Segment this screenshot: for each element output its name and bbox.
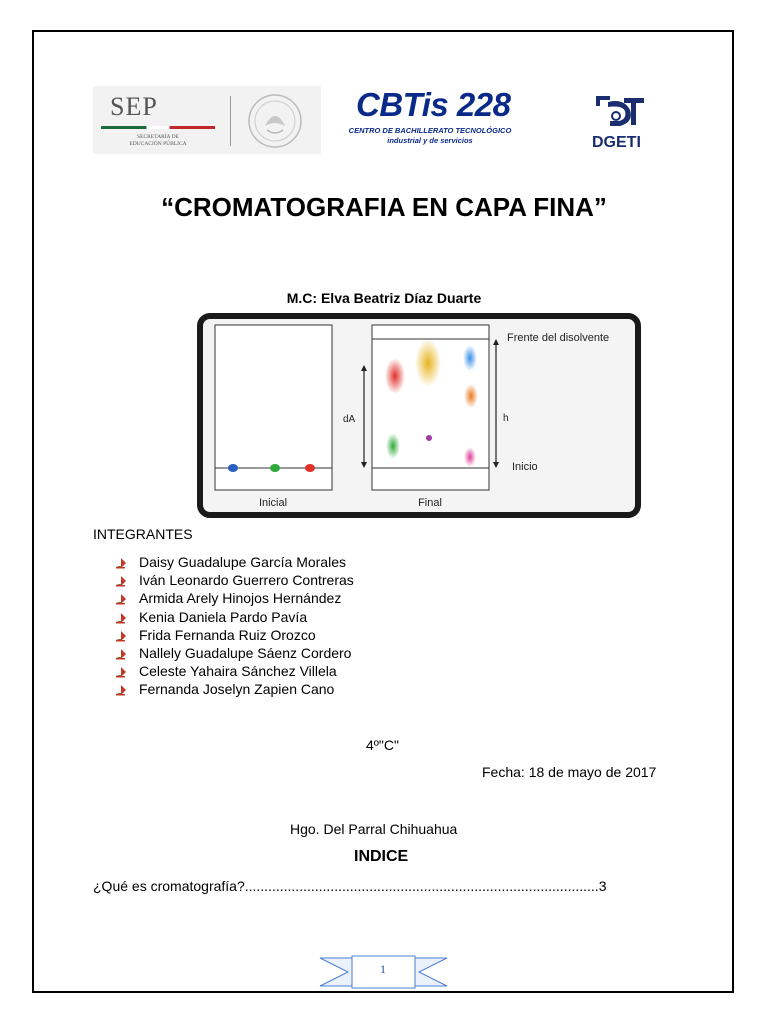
sep-flag-bar <box>101 126 215 129</box>
initial-spot-red <box>305 464 315 472</box>
member-name: Nallely Guadalupe Sáenz Cordero <box>139 645 352 662</box>
document-title: “CROMATOGRAFIA EN CAPA FINA” <box>161 192 607 222</box>
final-spot-blue <box>463 345 477 371</box>
arrow-bullet-icon <box>115 591 139 605</box>
member-item <box>115 571 354 589</box>
member-item <box>115 553 354 571</box>
label-start: Inicio <box>512 461 538 473</box>
mexico-seal-icon <box>245 92 305 150</box>
sep-logo-subtitle: SECRETARÍA DE EDUCACIÓN PÚBLICA <box>129 134 187 147</box>
toc-entry[interactable]: ¿Qué es cromatografía?...........................................................................................3 <box>93 878 607 894</box>
group-label: 4º"C" <box>366 737 399 753</box>
date: Fecha: 18 de mayo de 2017 <box>482 764 657 780</box>
final-spot-red <box>385 358 405 394</box>
sep-logo-text: SEP <box>110 92 158 121</box>
member-name: Armida Arely Hinojos Hernández <box>139 590 342 607</box>
dgeti-logo-text: DGETI <box>592 134 641 151</box>
member-item <box>115 608 354 626</box>
member-name: Fernanda Joselyn Zapien Cano <box>139 681 335 698</box>
arrow-bullet-icon <box>115 555 139 569</box>
chromatography-diagram <box>197 313 641 518</box>
arrow-bullet-icon <box>115 628 139 642</box>
arrow-bullet-icon <box>115 646 139 660</box>
final-spot-orange <box>464 384 478 408</box>
arrow-bullet-icon <box>115 573 139 587</box>
initial-spot-green <box>270 464 280 472</box>
arrow-bullet-icon <box>115 610 139 624</box>
member-item <box>115 626 354 644</box>
cbtis-logo: CBTis 228 <box>356 86 511 123</box>
sep-divider <box>230 96 231 146</box>
teacher-name: M.C: Elva Beatriz Díaz Duarte <box>286 290 482 306</box>
page-number: 1 <box>380 962 386 976</box>
member-item <box>115 680 354 698</box>
member-name: Celeste Yahaira Sánchez Villela <box>139 663 337 680</box>
label-da: dA <box>343 414 356 425</box>
final-spot-purple <box>426 435 432 441</box>
label-solvent-front: Frente del disolvente <box>507 332 610 344</box>
cbtis-subtitle-1: CENTRO DE BACHILLERATO TECNOLÓGICO <box>348 126 512 135</box>
member-name: Kenia Daniela Pardo Pavía <box>139 608 308 625</box>
index-heading: INDICE <box>354 848 409 865</box>
final-spot-pink <box>464 447 476 467</box>
label-final: Final <box>418 497 442 509</box>
member-item <box>115 662 354 680</box>
label-initial: Inicial <box>258 497 288 509</box>
member-list <box>115 553 354 699</box>
place: Hgo. Del Parral Chihuahua <box>290 821 458 837</box>
label-h: h <box>503 413 509 424</box>
member-item <box>115 589 354 607</box>
final-spot-green <box>386 433 400 459</box>
final-spot-yellow <box>415 339 441 387</box>
arrow-bullet-icon <box>115 682 139 696</box>
member-name: Iván Leonardo Guerrero Contreras <box>139 572 354 589</box>
integrantes-heading: INTEGRANTES <box>93 526 193 542</box>
member-item <box>115 644 354 662</box>
dgeti-logo-icon <box>590 92 650 132</box>
cbtis-subtitle-2: industrial y de servicios <box>387 136 473 145</box>
member-name: Frida Fernanda Ruiz Orozco <box>139 626 316 643</box>
arrow-bullet-icon <box>115 664 139 678</box>
member-name: Daisy Guadalupe García Morales <box>139 554 346 571</box>
initial-spot-blue <box>228 464 238 472</box>
